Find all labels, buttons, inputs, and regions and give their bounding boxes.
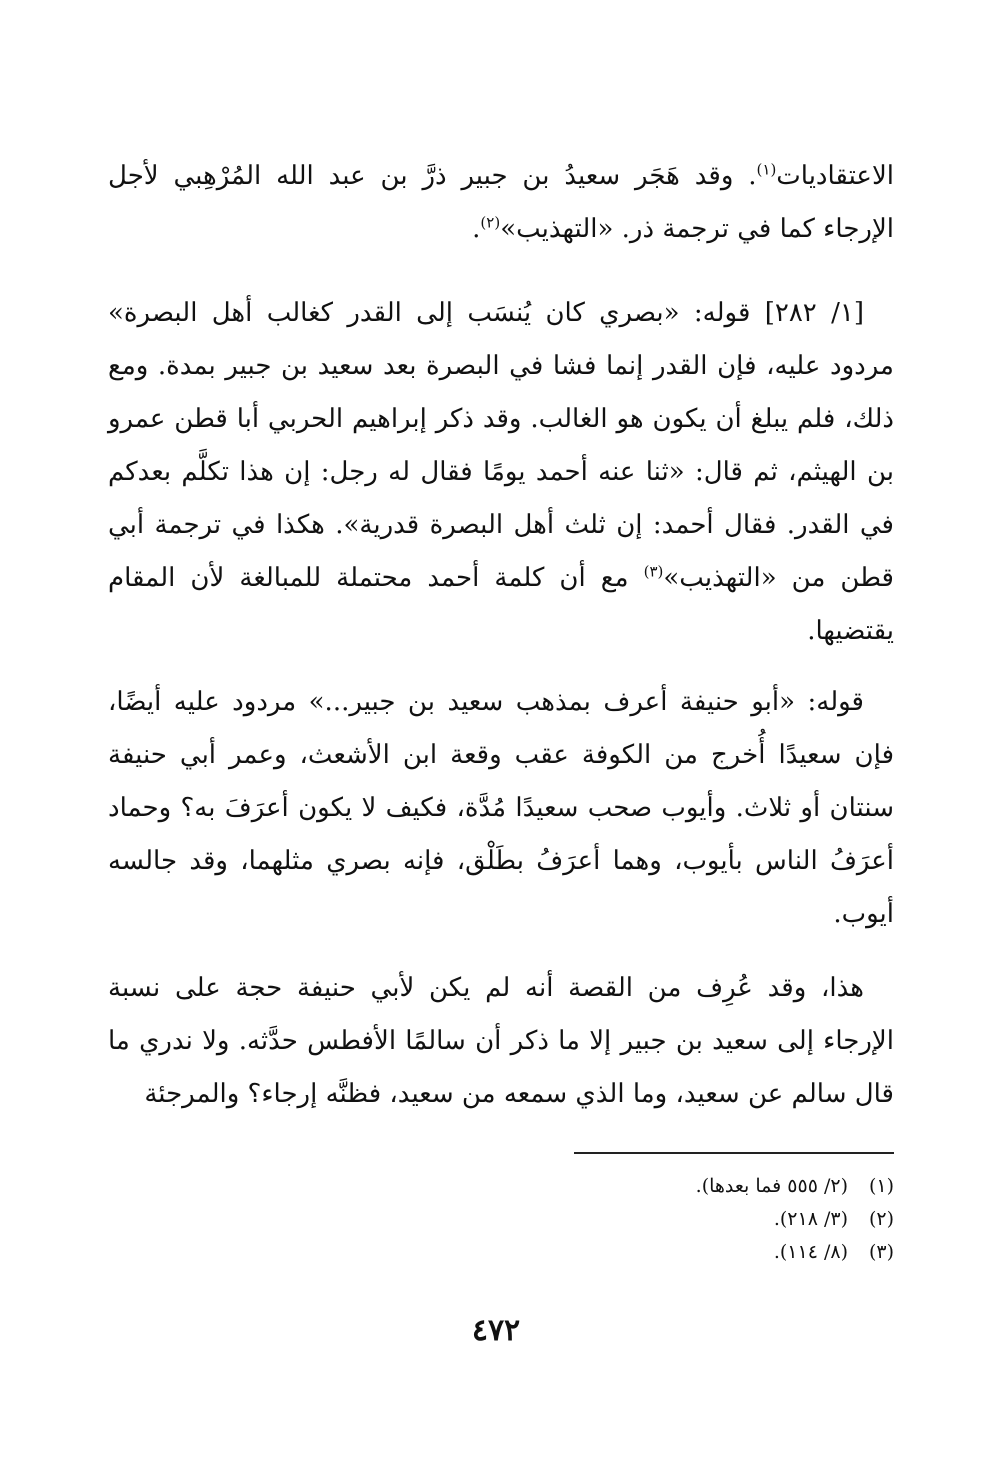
paragraph-2-part-a: [١/ ٢٨٢] قوله: «بصري كان يُنسَب إلى القدر كغالب أهل البصرة» مردود عليه، فإن القدر إنما فشا في البصرة بعد سعيد بن جبير بمدة. ومع ذلك، فلم يبلغ أن يكون هو الغالب. وقد ذكر إبراهيم الحربي أبا قطن عمرو بن الهيثم، ثم قال: «ثنا عنه أحمد يومًا فقال له رجل: إن هذا تكلَّم بعدكم في القدر. فقال أحمد: إن ثلث أهل البصرة قدرية». هكذا في ترجمة أبي قطن من «التهذيب» [108, 298, 894, 593]
main-text-block-3 [108, 676, 894, 941]
footnote-ref-3[interactable]: (٣) [643, 562, 664, 581]
main-text-block-1 [108, 150, 894, 256]
paragraph-2-part-b: مع أن كلمة أحمد محتملة للمبالغة لأن المقام يقتضيها. [108, 563, 894, 646]
footnote-number: (٢) [868, 1208, 894, 1230]
footnote-text: (٨/ ١١٤). [773, 1241, 848, 1263]
main-text-block-2 [108, 287, 894, 658]
paragraph-1-part-a: الاعتقاديات [776, 161, 894, 191]
paragraph-1-part-b: . وقد هَجَر سعيدُ بن جبير ذرَّ بن عبد الله المُرْهِبي لأجل الإرجاء كما في ترجمة ذر. «التهذيب» [108, 161, 894, 244]
paragraph-2 [108, 287, 894, 658]
page-number: ٤٧٢ [471, 1313, 521, 1348]
footnote-3 [560, 1236, 894, 1269]
footnote-number: (٣) [868, 1241, 894, 1263]
footnote-ref-2[interactable]: (٢) [480, 213, 501, 232]
footnote-separator [574, 1152, 894, 1154]
footnote-number: (١) [868, 1175, 894, 1197]
footnote-1 [560, 1170, 894, 1203]
footnote-text: (٣/ ٢١٨). [773, 1208, 848, 1230]
footnotes-section [560, 1170, 894, 1269]
footnote-text: (٢/ ٥٥٥ فما بعدها). [695, 1175, 848, 1197]
main-text-block-4 [108, 962, 894, 1121]
paragraph-1-part-c: . [472, 214, 481, 244]
paragraph-4: هذا، وقد عُرِف من القصة أنه لم يكن لأبي حنيفة حجة على نسبة الإرجاء إلى سعيد بن جبير إلا ما ذكر أن سالمًا الأفطس حدَّثه. ولا ندري ما قال سالم عن سعيد، وما الذي سمعه من سعيد، فظنَّه إرجاء؟ والمرجئة [108, 973, 894, 1109]
paragraph-3: قوله: «أبو حنيفة أعرف بمذهب سعيد بن جبير...» مردود عليه أيضًا، فإن سعيدًا أُخرج من الكوفة عقب وقعة ابن الأشعث، وعمر أبي حنيفة سنتان أو ثلاث. وأيوب صحب سعيدًا مُدَّة، فكيف لا يكون أعرَفَ به؟ وحماد أعرَفُ الناس بأيوب، وهما أعرَفُ بطَلْق، فإنه بصري مثلهما، وقد جالسه أيوب. [108, 687, 894, 929]
paragraph-1 [108, 150, 894, 256]
footnote-2 [560, 1203, 894, 1236]
footnote-ref-1[interactable]: (١) [756, 160, 777, 179]
